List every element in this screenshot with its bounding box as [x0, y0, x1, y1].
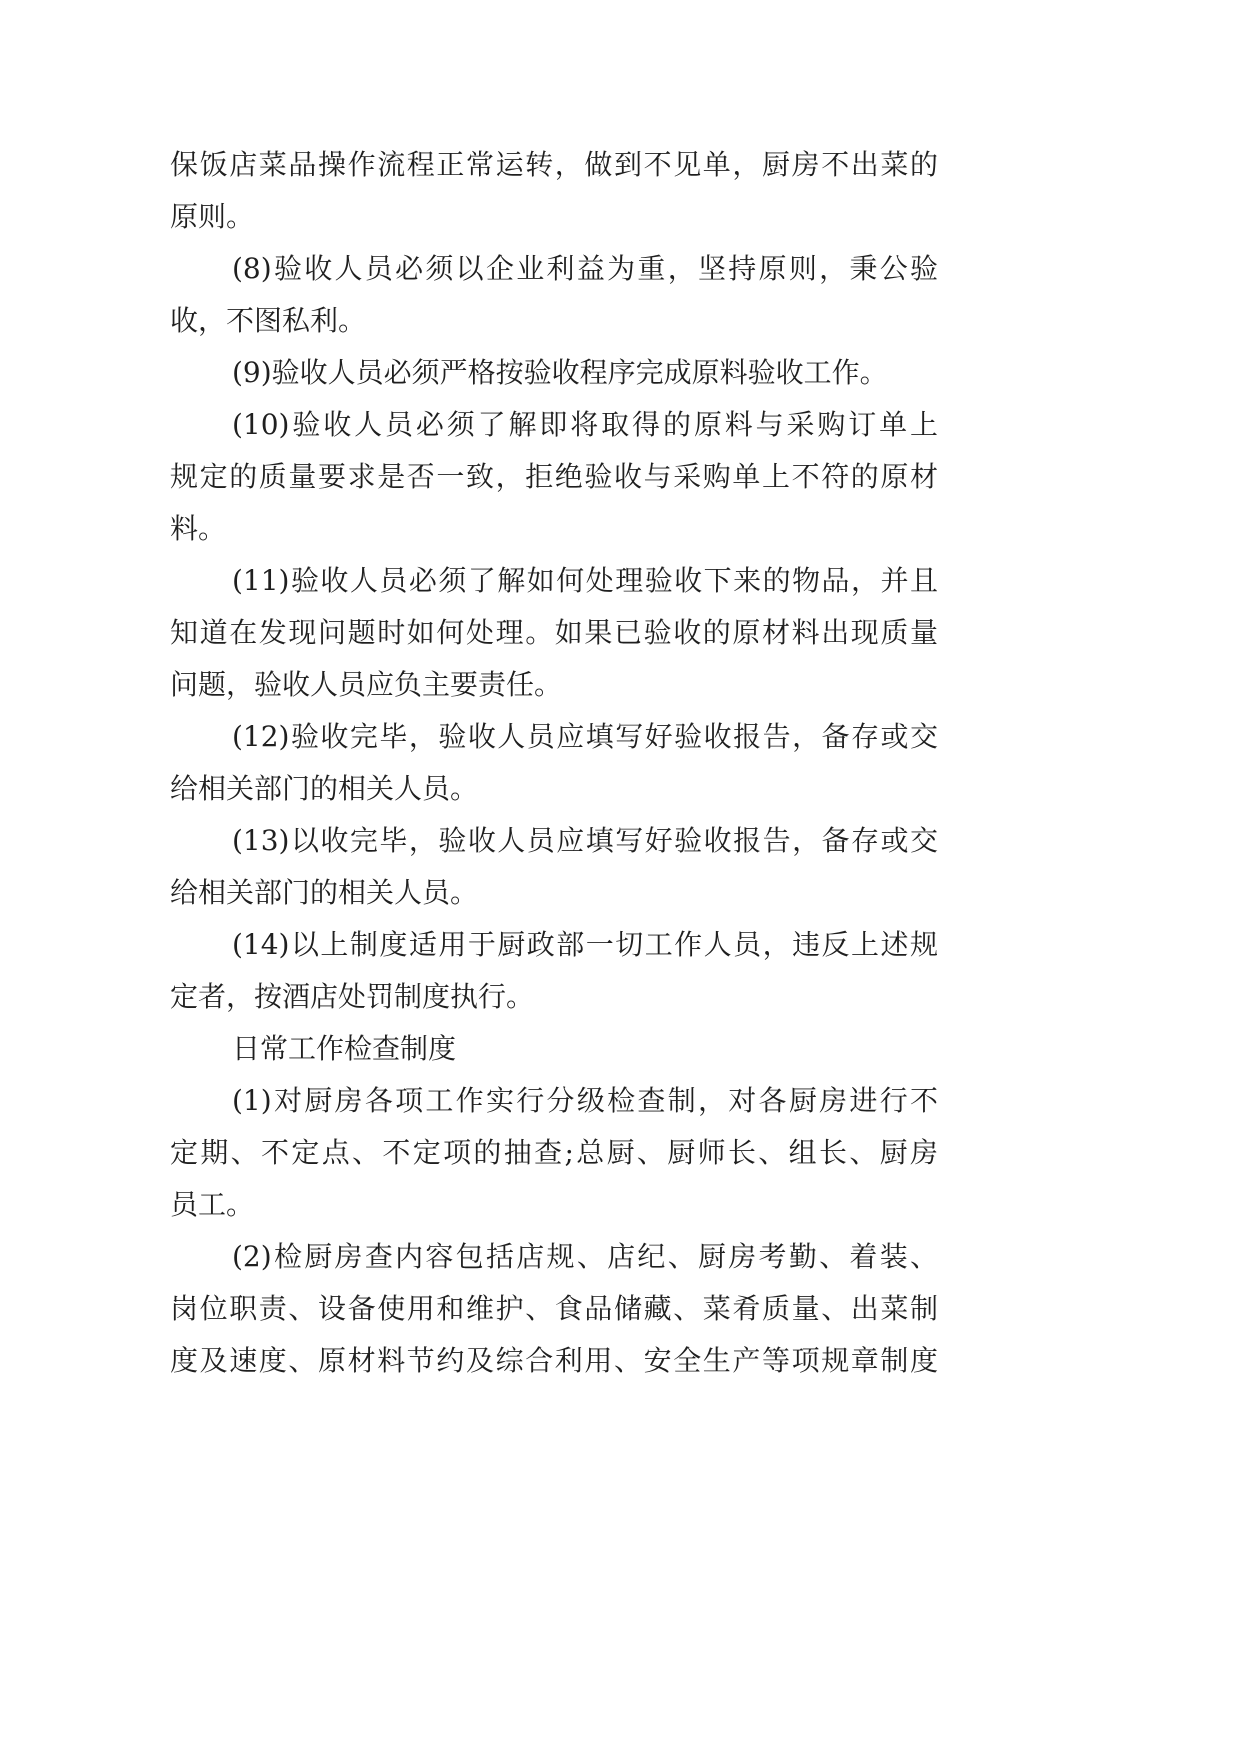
paragraph-item-1	[170, 1075, 938, 1231]
body-text	[170, 139, 938, 1387]
text-line: 问题，验收人员应负主要责任。	[170, 668, 563, 701]
text-line: 原则。	[170, 200, 255, 233]
text-line: 收，不图私利。	[170, 304, 367, 337]
paragraph-item-11	[170, 555, 938, 711]
paragraph-continuation	[170, 139, 938, 243]
text-line: 给相关部门的相关人员。	[170, 772, 479, 805]
text-line: (14)以上制度适用于厨政部一切工作人员，违反上述规	[232, 928, 938, 961]
text-line: (1)对厨房各项工作实行分级检查制，对各厨房进行不	[232, 1084, 938, 1117]
section-heading-text: 日常工作检查制度	[232, 1032, 457, 1065]
text-line: 定者，按酒店处罚制度执行。	[170, 980, 535, 1013]
text-line: (2)检厨房查内容包括店规、店纪、厨房考勤、着装、	[232, 1240, 938, 1273]
text-line: 规定的质量要求是否一致，拒绝验收与采购单上不符的原材	[170, 460, 938, 493]
paragraph-item-2	[170, 1231, 938, 1387]
text-line: 保饭店菜品操作流程正常运转，做到不见单，厨房不出菜的	[170, 148, 938, 181]
text-line: 知道在发现问题时如何处理。如果已验收的原材料出现质量	[170, 616, 938, 649]
paragraph-item-14	[170, 919, 938, 1023]
text-line: (11)验收人员必须了解如何处理验收下来的物品，并且	[232, 564, 938, 597]
text-line: (13)以收完毕，验收人员应填写好验收报告，备存或交	[232, 824, 938, 857]
text-line: 给相关部门的相关人员。	[170, 876, 479, 909]
paragraph-item-12	[170, 711, 938, 815]
paragraph-item-13	[170, 815, 938, 919]
text-line: (10)验收人员必须了解即将取得的原料与采购订单上	[232, 408, 938, 441]
text-line: 员工。	[170, 1188, 255, 1221]
text-line: (12)验收完毕，验收人员应填写好验收报告，备存或交	[232, 720, 938, 753]
paragraph-item-9	[170, 347, 938, 399]
section-heading	[170, 1023, 938, 1075]
text-line: 料。	[170, 512, 227, 545]
text-line: 岗位职责、设备使用和维护、食品储藏、菜肴质量、出菜制	[170, 1292, 938, 1325]
text-line: 定期、不定点、不定项的抽查;总厨、厨师长、组长、厨房	[170, 1136, 938, 1169]
text-line: 度及速度、原材料节约及综合利用、安全生产等项规章制度	[170, 1344, 938, 1377]
paragraph-item-8	[170, 243, 938, 347]
paragraph-item-10	[170, 399, 938, 555]
text-line: (8)验收人员必须以企业利益为重，坚持原则，秉公验	[232, 252, 938, 285]
text-line: (9)验收人员必须严格按验收程序完成原料验收工作。	[232, 356, 888, 389]
